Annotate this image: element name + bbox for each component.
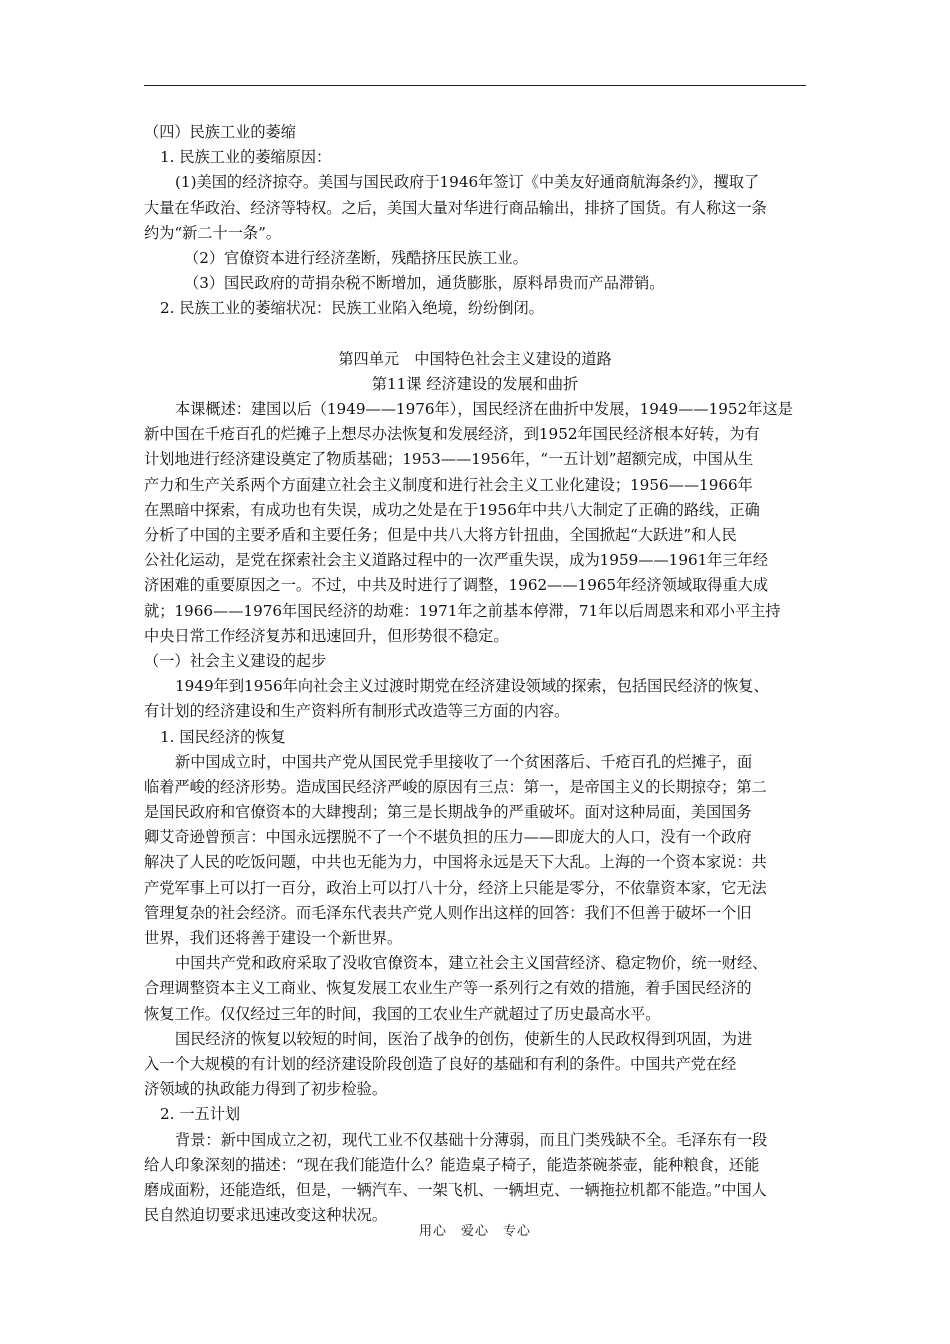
- text-line: 有计划的经济建设和生产资料所有制形式改造等三方面的内容。: [144, 702, 570, 721]
- text-line: 民自然迫切要求迅速改变这种状况。: [144, 1206, 387, 1225]
- text-line: 计划地进行经济建设奠定了物质基础；1953——1956年，“一五计划”超额完成，中国从生: [144, 450, 754, 469]
- text-line: 国民经济的恢复以较短的时间，医治了战争的创伤，使新生的人民政权得到巩固，为进: [175, 1029, 753, 1048]
- text-line: 就；1966——1976年国民经济的劫难：1971年之前基本停滞，71年以后周恩来和邓小平主持: [144, 601, 781, 620]
- text-line: 2. 一五计划: [160, 1105, 241, 1124]
- text-line: 新中国成立时，中国共产党从国民党手里接收了一个贫困落后、千疮百孔的烂摊子，面: [175, 752, 753, 771]
- text-line: 约为“新二十一条”。: [144, 223, 282, 242]
- text-line: 本课概述：建国以后（1949——1976年），国民经济在曲折中发展，1949——1952年这是: [175, 400, 793, 419]
- text-line: 解决了人民的吃饭问题，中共也无能为力，中国将永远是天下大乱。上海的一个资本家说：共: [144, 853, 767, 872]
- text-line: 中央日常工作经济复苏和迅速回升，但形势很不稳定。: [144, 626, 509, 645]
- text-line: （四）民族工业的萎缩: [144, 123, 296, 141]
- text-line: 1. 国民经济的恢复: [160, 727, 286, 746]
- text-line: 在黑暗中探索，有成功也有失误，成功之处是在于1956年中共八大制定了正确的路线，正确: [144, 500, 760, 519]
- text-line: 是国民政府和官僚资本的大肆搜刮；第三是长期战争的严重破坏。面对这种局面，美国国务: [144, 803, 752, 822]
- page-footer: 用心 爱心 专心: [418, 1224, 531, 1239]
- text-line: 卿艾奇逊曾预言：中国永远摆脱不了一个不堪负担的压力——即庞大的人口，没有一个政府: [144, 828, 752, 847]
- text-line: 背景：新中国成立之初，现代工业不仅基础十分薄弱，而且门类残缺不全。毛泽东有一段: [175, 1130, 768, 1149]
- document-body: [144, 120, 806, 1228]
- text-line: 给人印象深刻的描述：“现在我们能造什么？能造桌子椅子，能造茶碗茶壶，能种粮食，还能: [144, 1155, 760, 1174]
- text-line: 2. 民族工业的萎缩状况：民族工业陷入绝境，纷纷倒闭。: [160, 299, 544, 318]
- text-line: 临着严峻的经济形势。造成国民经济严峻的原因有三点：第一，是帝国主义的长期掠夺；第二: [144, 777, 767, 796]
- text-line: 1949年到1956年向社会主义过渡时期党在经济建设领域的探索，包括国民经济的恢复、: [175, 677, 769, 696]
- text-line: 磨成面粉，还能造纸，但是，一辆汽车、一架飞机、一辆坦克、一辆拖拉机都不能造。”中国人: [144, 1180, 767, 1199]
- text-line: 济领域的执政能力得到了初步检验。: [144, 1080, 387, 1099]
- text-line: 世界，我们还将善于建设一个新世界。: [144, 929, 403, 947]
- heading-line: 第四单元 中国特色社会主义建设的道路: [338, 349, 612, 368]
- text-line: 新中国在千疮百孔的烂摊子上想尽办法恢复和发展经济，到1952年国民经济根本好转，为有: [144, 425, 760, 444]
- text-line: （一）社会主义建设的起步: [144, 651, 327, 670]
- text-line: 管理复杂的社会经济。而毛泽东代表共产党人则作出这样的回答：我们不但善于破坏一个旧: [144, 903, 752, 922]
- text-line: 恢复工作。仅仅经过三年的时间，我国的工农业生产就超过了历史最高水平。: [144, 1004, 661, 1023]
- text-line: 入一个大规模的有计划的经济建设阶段创造了良好的基础和有利的条件。中国共产党在经: [144, 1054, 737, 1073]
- text-line: （3）国民政府的苛捐杂税不断增加，通货膨胀，原料昂贵而产品滞销。: [184, 274, 665, 293]
- text-line: 合理调整资本主义工商业、恢复发展工农业生产等一系列行之有效的措施，着手国民经济的: [144, 979, 752, 998]
- header-rule: [144, 85, 806, 86]
- text-line: 公社化运动，是党在探索社会主义道路过程中的一次严重失误，成为1959——1961年三年经: [144, 551, 769, 570]
- text-line: （2）官僚资本进行经济垄断，残酷挤压民族工业。: [184, 248, 528, 267]
- text-line: 大量在华政治、经济等特权。之后，美国大量对华进行商品输出，排挤了国货。有人称这一条: [144, 198, 767, 217]
- text-line: 产力和生产关系两个方面建立社会主义制度和进行社会主义工业化建设；1956——1966年: [144, 475, 753, 494]
- text-line: 1. 民族工业的萎缩原因：: [160, 148, 332, 167]
- text-line: 济困难的重要原因之一。不过，中共及时进行了调整，1962——1965年经济领域取得重大成: [144, 576, 769, 595]
- text-line: (1)美国的经济掠夺。美国与国民政府于1946年签订《中美友好通商航海条约》，攫取了: [175, 173, 760, 192]
- text-line: [144, 322, 806, 347]
- text-line: 产党军事上可以打一百分，政治上可以打八十分，经济上只能是零分，不依靠资本家，它无法: [144, 878, 767, 897]
- text-line: 分析了中国的主要矛盾和主要任务；但是中共八大将方针扭曲，全国掀起“大跃进”和人民: [144, 526, 737, 544]
- text-line: 中国共产党和政府采取了没收官僚资本，建立社会主义国营经济、稳定物价，统一财经、: [175, 954, 768, 973]
- heading-line: 第11课 经济建设的发展和曲折: [371, 374, 579, 393]
